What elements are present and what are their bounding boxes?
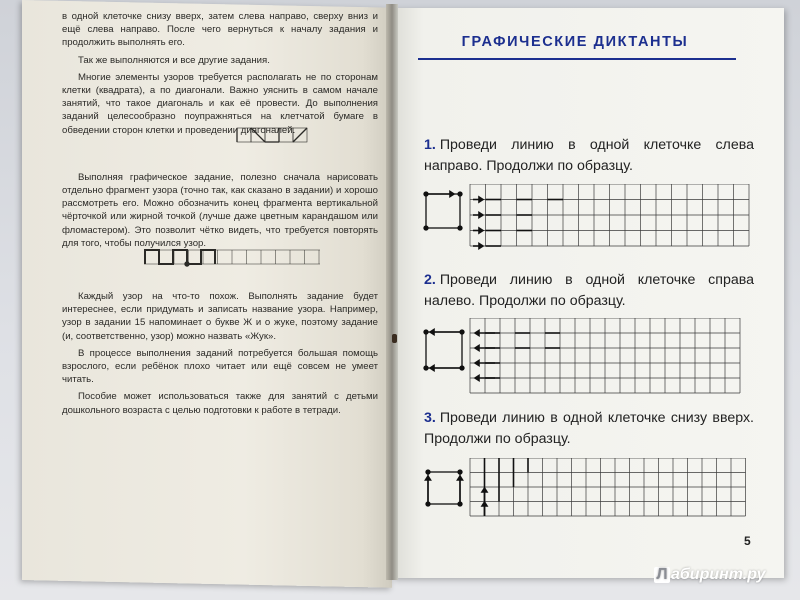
task-3-grid — [420, 458, 750, 518]
page-title: ГРАФИЧЕСКИЕ ДИКТАНТЫ — [461, 34, 689, 50]
task-text: Проведи линию в одной клеточке слева направо. Продолжи по образцу. — [424, 137, 754, 174]
task-number: 3. — [424, 410, 436, 426]
page-number: 5 — [744, 534, 751, 548]
task-number: 1. — [424, 137, 436, 153]
title-underline — [418, 58, 736, 60]
paragraph: Пособие может использоваться также для занятий с детьми дошкольного возраста с целью подготовки к работе в тетради. — [62, 391, 378, 416]
task-2 — [424, 270, 754, 312]
left-page-text — [62, 10, 378, 421]
paragraph: Выполняя графическое задание, полезно сначала нарисовать отдельно фрагмент узора (точно так, как сказано в задании) и хорошо рассмотреть его. Можно обозначить конец фрагмента вертикальной чёрточкой или жирной точкой (лучше даже цветным карандашом или фломастером). Это позволит чётко видеть, что требуется повторять для того, чтобы получился узор. — [62, 171, 378, 249]
task-3 — [424, 408, 754, 450]
binding-staple — [392, 334, 397, 343]
task-number: 2. — [424, 272, 436, 288]
task-1 — [424, 135, 754, 177]
task-1-grid — [420, 184, 750, 250]
logo-letter: Л — [654, 567, 670, 583]
logo-text: абиринт.ру — [671, 566, 766, 583]
task-text: Проведи линию в одной клеточке снизу вверх. Продолжи по образцу. — [424, 410, 754, 447]
paragraph: в одной клеточке снизу вверх, затем слева направо, сверху вниз и ещё слева направо. После чего вернуться к началу задания и продолжить выполнять его. — [62, 11, 378, 49]
paragraph: Так же выполняются и все другие задания. — [78, 54, 270, 66]
labirint-watermark — [654, 566, 766, 584]
paragraph: Многие элементы узоров требуется располагать не по сторонам клетки (квадрата), а по диагонали. Важно уяснить в самом начале занятий, что такое диагональ и как её провести. До выполнения заданий целесообразно поупражняться на клетчатой бумаге в обведении сторон клетки и проведении диагоналей. — [62, 71, 378, 136]
book-spine — [386, 4, 398, 580]
task-text: Проведи линию в одной клеточке справа налево. Продолжи по образцу. — [424, 272, 754, 309]
diagonal-example-figure — [236, 126, 310, 144]
pattern-example-figure — [144, 246, 324, 270]
paragraph: Каждый узор на что-то похож. Выполнять задание будет интереснее, если придумать и записать название узора. Например, узор в задании 15 напоминает о букве Ж и о жуке, поэтому задание (и, соответственно, узор) можно назвать «Жук». — [62, 291, 378, 342]
task-2-grid — [420, 318, 750, 394]
paragraph: В процессе выполнения заданий потребуется большая помощь взрослого, если ребёнок плохо читает или ещё совсем не умеет читать. — [62, 347, 378, 386]
